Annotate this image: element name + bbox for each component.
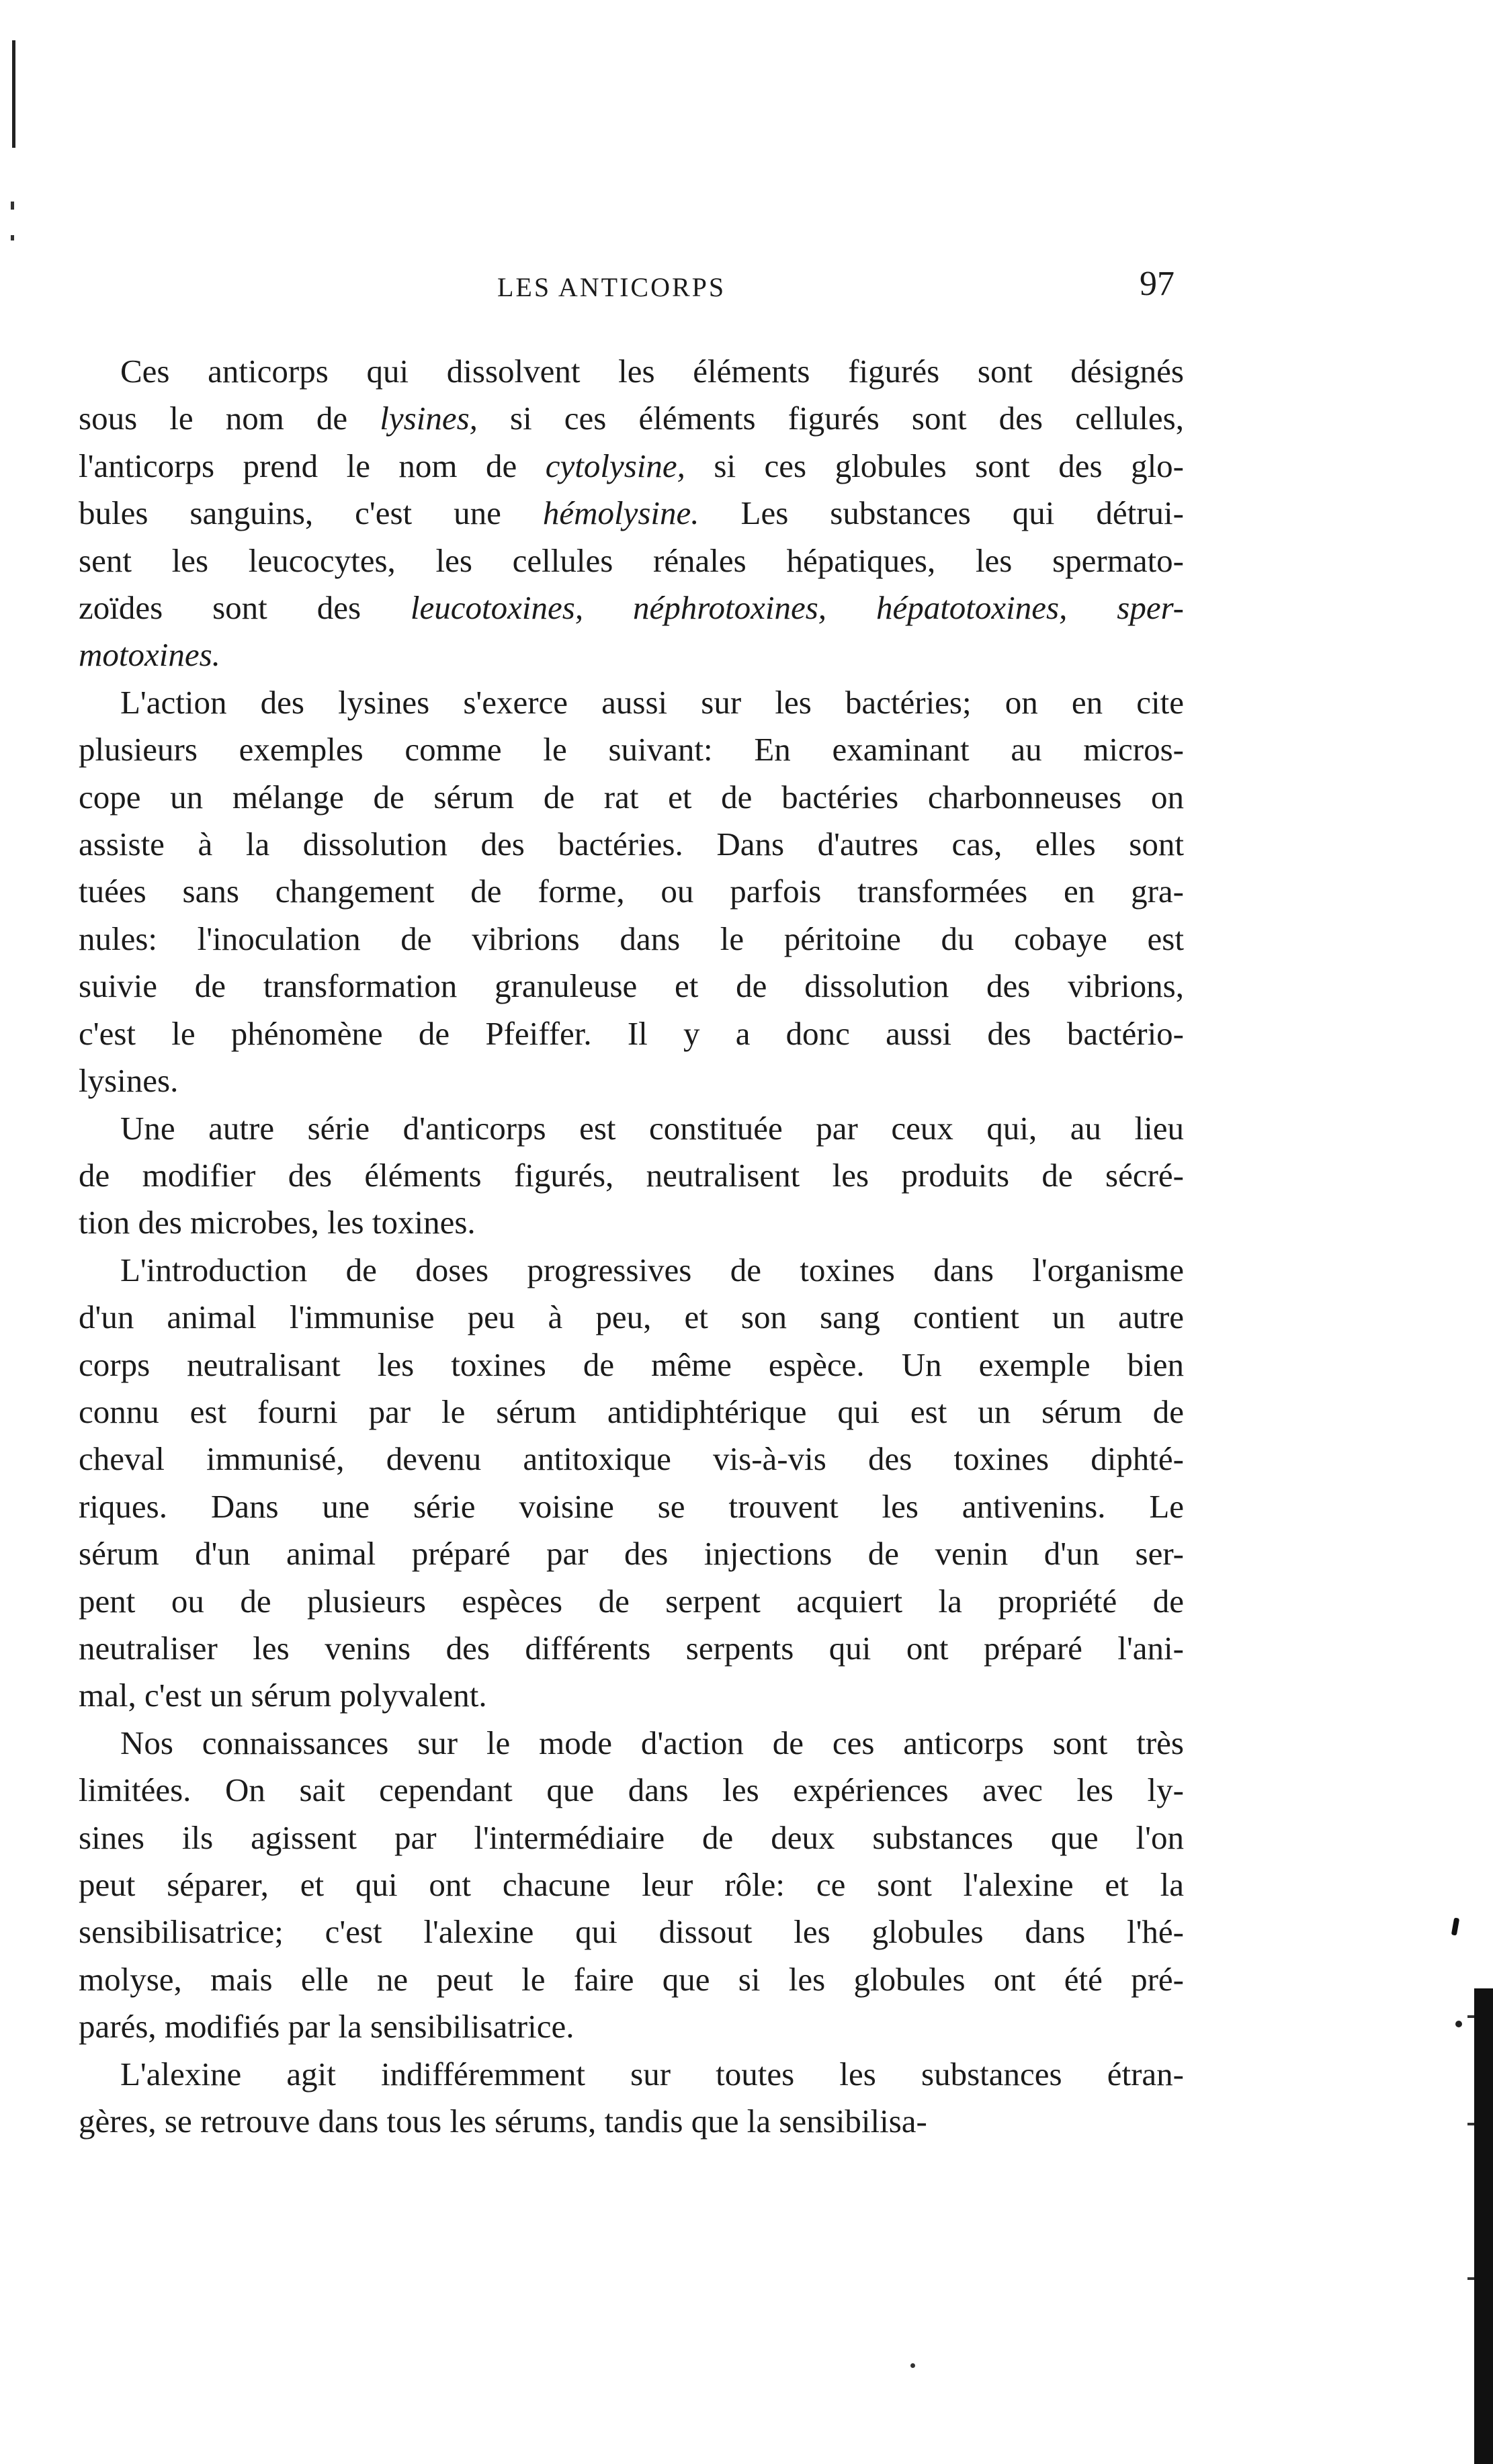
text-line: L'introduction de doses progressives de toxines dans l'organisme (120, 1251, 1184, 1288)
text-line: mal, c'est un sérum polyvalent. (79, 1677, 487, 1714)
body-text (79, 348, 1184, 2145)
scan-edge-tick (1467, 2123, 1474, 2125)
margin-ink-dot (1455, 2021, 1462, 2027)
paragraph (79, 679, 1184, 1105)
text-line: cope un mélange de sérum de rat et de bactéries charbonneuses on (79, 778, 1184, 816)
paragraph (79, 1247, 1184, 1720)
text-line: suivie de transformation granuleuse et de dissolution des vibrions, (79, 967, 1184, 1005)
text-line: Nos connaissances sur le mode d'action de ces anticorps sont très (120, 1724, 1184, 1761)
scan-edge-bar (1474, 1988, 1493, 2464)
text-line: limitées. On sait cependant que dans les expériences avec les ly- (79, 1771, 1184, 1809)
text-line: Ces anticorps qui dissolvent les éléments figurés sont désignés (120, 353, 1184, 390)
text-line: motoxines. (79, 636, 220, 674)
text-line: sent les leucocytes, les cellules rénales hépatiques, les spermato- (79, 541, 1184, 579)
paragraph (79, 2051, 1184, 2146)
scan-edge-dot (11, 202, 14, 210)
text-line: d'un animal l'immunise peu à peu, et son sang contient un autre (79, 1299, 1184, 1336)
scan-edge-tick (1467, 2015, 1474, 2018)
text-line: corps neutralisant les toxines de même espèce. Un exemple bien (79, 1346, 1184, 1383)
text-line: L'alexine agit indifféremment sur toutes les substances étran- (120, 2055, 1184, 2093)
text-line: peut séparer, et qui ont chacune leur rôle: ce sont l'alexine et la (79, 1866, 1184, 1903)
text-line: gères, se retrouve dans tous les sérums, tandis que la sensibilisa- (79, 2103, 927, 2140)
text-line: connu est fourni par le sérum antidiphtérique qui est un sérum de (79, 1393, 1184, 1430)
text-line: nules: l'inoculation de vibrions dans le péritoine du cobaye est (79, 920, 1184, 957)
text-line: sensibilisatrice; c'est l'alexine qui dissout les globules dans l'hé- (79, 1913, 1184, 1951)
text-line: sous le nom de lysines, si ces éléments figurés sont des cellules, (79, 400, 1184, 437)
scan-edge-mark (12, 40, 15, 148)
text-line: sérum d'un animal préparé par des injections de venin d'un ser- (79, 1535, 1184, 1573)
text-line: neutraliser les venins des différents serpents qui ont préparé l'ani- (79, 1629, 1184, 1667)
text-line: sines ils agissent par l'intermédiaire de deux substances que l'on (79, 1818, 1184, 1856)
text-line: zoïdes sont des leucotoxines, néphrotoxines, hépatotoxines, sper- (79, 589, 1184, 627)
text-line: cheval immunisé, devenu antitoxique vis-à-vis des toxines diphté- (79, 1440, 1184, 1478)
text-line: riques. Dans une série voisine se trouvent les antivenins. Le (79, 1487, 1184, 1525)
text-line: L'action des lysines s'exerce aussi sur les bactéries; on en cite (120, 683, 1184, 721)
paragraph (79, 1105, 1184, 1247)
text-line: lysines. (79, 1062, 179, 1100)
text-line: pent ou de plusieurs espèces de serpent acquiert la propriété de (79, 1582, 1184, 1620)
text-line: c'est le phénomène de Pfeiffer. Il y a donc aussi des bactério- (79, 1014, 1184, 1052)
running-head: LES ANTICORPS (497, 272, 726, 302)
scan-edge-tick (1467, 2277, 1474, 2280)
page-ink-dot (910, 2363, 915, 2368)
text-line: Une autre série d'anticorps est constituée par ceux qui, au lieu (120, 1109, 1184, 1147)
text-line: l'anticorps prend le nom de cytolysine, si ces globules sont des glo- (79, 447, 1185, 484)
text-line: bules sanguins, c'est une hémolysine. Les substances qui détrui- (79, 494, 1184, 532)
scan-edge-dot (11, 235, 14, 240)
text-line: tuées sans changement de forme, ou parfois transformées en gra- (79, 873, 1184, 910)
margin-ink-mark (1451, 1918, 1459, 1936)
text-line: assiste à la dissolution des bactéries. Dans d'autres cas, elles sont (79, 826, 1184, 863)
paragraph (79, 348, 1184, 679)
text-line: parés, modifiés par la sensibilisatrice. (79, 2008, 574, 2045)
paragraph (79, 1720, 1184, 2051)
text-line: plusieurs exemples comme le suivant: En examinant au micros- (79, 731, 1184, 768)
page-number: 97 (1140, 265, 1175, 303)
text-line: tion des microbes, les toxines. (79, 1204, 476, 1241)
text-line: molyse, mais elle ne peut le faire que si les globules ont été pré- (79, 1960, 1184, 1998)
text-line: de modifier des éléments figurés, neutralisent les produits de sécré- (79, 1156, 1184, 1194)
